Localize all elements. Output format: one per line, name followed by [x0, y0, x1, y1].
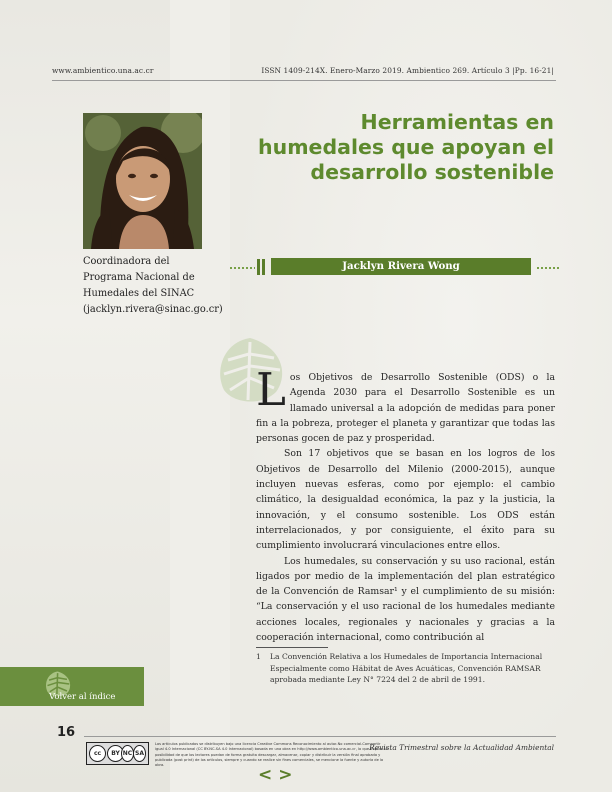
- paragraph-2: Son 17 objetivos que se basan en los logros de los Objetivos de Desarrollo del Milenio (2000-2015), aunque incluyen nuevas esferas, como por ejemplo: el cambio climático, la desigualdad económica, la paz y la justicia, la innovación, y el consumo sostenible. Los ODS están interrelacionados, y por consiguiente, el éxito para su cumplimiento involucrará vinculaciones entre ellos.: [256, 448, 555, 552]
- cc-icon: cc: [89, 745, 106, 762]
- license-text: Los artículos publicados se distribuyen bajo una licencia Creative Commons Reconocimiento al autor-No comercial-Compartir igual 4.0 Internacional (CC BY-NC-SA 4.0 Internacional) basada en una obra en http://www.ambientico.una.ac.cr, lo que implica la posibilidad de que los lectores puedan de forma gratuita descargar, almacenar, copiar y distribuir la versión final aprobada y publicada (post print) de los artículos, siempre y cuando se realice sin fines comerciales, se mencione la fuente y autoría de la obra.: [155, 742, 388, 768]
- volver-label: Volver al índice: [49, 692, 116, 702]
- paragraph-1-text: os Objetivos de Desarrollo Sostenible (ODS) o la Agenda 2030 para el Desarrollo Sostenible es un llamado universal a la adopción de medidas para poner fin a la pobreza, proteger el planeta y garantizar que todas las personas gocen de paz y prosperidad.: [256, 372, 555, 445]
- paragraph-1: [256, 363, 555, 446]
- article-title-line-2: humedales que apoyan el: [258, 135, 554, 159]
- author-photo: [83, 113, 202, 249]
- footnote-rule: [256, 647, 328, 648]
- author-affiliation: Coordinadora del Programa Nacional de Humedales del SINAC (jacklyn.rivera@sinac.go.cr): [83, 256, 223, 315]
- header-website: www.ambientico.una.ac.cr: [52, 66, 154, 75]
- page-navigation: [258, 765, 299, 785]
- article-title-line-3: desarrollo sostenible: [310, 160, 554, 184]
- nc-icon: NC: [121, 745, 134, 762]
- author-band-dots-right: [536, 267, 560, 269]
- page-number: 16: [57, 725, 76, 740]
- drop-cap: L: [256, 363, 286, 416]
- header-rule: [52, 80, 556, 81]
- author-band-dots-left: [229, 267, 255, 269]
- footer-rule: [84, 736, 556, 737]
- journal-name: Revista Trimestral sobre la Actualidad Ambiental: [369, 743, 554, 752]
- volver-al-indice-button[interactable]: [0, 667, 144, 706]
- footnote-text: La Convención Relativa a los Humedales de Importancia Internacional Especialmente como Hábitat de Aves Acuáticas, Convención RAMSAR aprobada mediante Ley N° 7224 del 2 de abril de 1991.: [270, 652, 543, 684]
- sa-icon: SA: [133, 745, 146, 762]
- article-body: [256, 363, 555, 645]
- previous-page-arrow-icon[interactable]: <: [258, 765, 279, 785]
- header-citation: ISSN 1409-214X. Enero-Marzo 2019. Ambientico 269. Artículo 3 |Pp. 16-21|: [261, 66, 554, 75]
- next-page-arrow-icon[interactable]: >: [278, 765, 299, 785]
- paragraph-3: Los humedales, su conservación y su uso racional, están ligados por medio de la implementación del plan estratégico de la Convención de Ramsar¹ y el cumplimiento de su misión: “La conservación y el uso racional de los humedales mediante acciones locales, regionales y nacionales y gracias a la cooperación internacional, como contribución al: [256, 555, 555, 644]
- cc-license-badge[interactable]: [86, 742, 149, 765]
- author-name: Jacklyn Rivera Wong: [271, 258, 531, 275]
- article-title: [254, 110, 554, 185]
- footnote: [256, 651, 556, 686]
- author-band-bars: [257, 259, 267, 275]
- by-icon: BY: [107, 745, 124, 762]
- article-title-line-1: Herramientas en: [360, 110, 554, 134]
- footnote-number: 1: [256, 652, 261, 661]
